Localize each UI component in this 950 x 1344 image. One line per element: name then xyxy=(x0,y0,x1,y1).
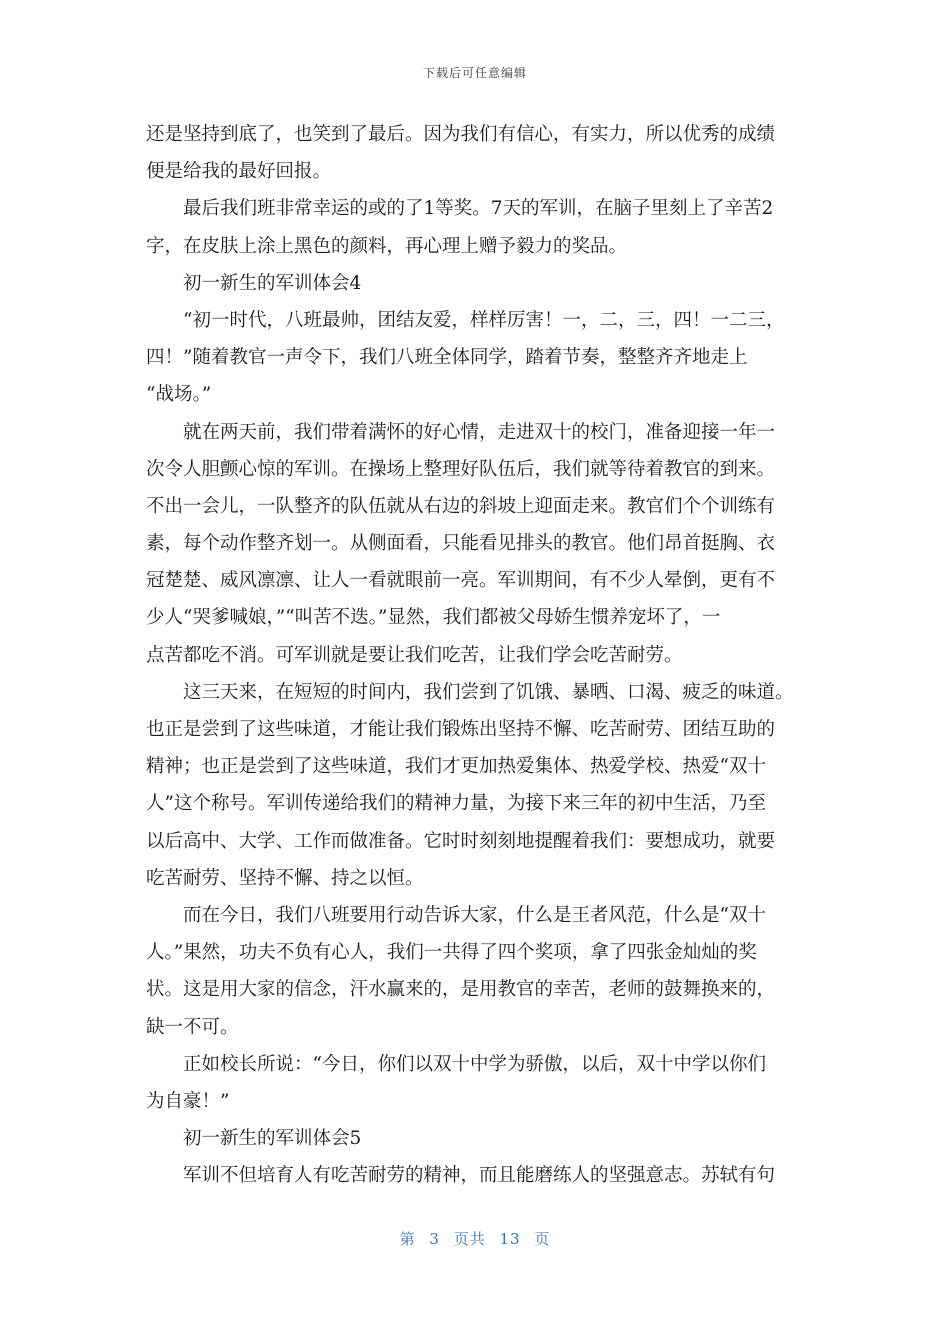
text-line: 四！”随着教官一声令下，我们八班全体同学，踏着节奏，整整齐齐地走上 xyxy=(146,347,748,369)
text-line: 点苦都吃不消。可军训就是要让我们吃苦，让我们学会吃苦耐劳。 xyxy=(146,644,683,666)
text-line: 初一新生的军训体会5 xyxy=(183,1128,362,1150)
text-line: 状。这是用大家的信念，汗水赢来的，是用教官的幸苦，老师的鼓舞换来的， xyxy=(146,979,776,1001)
text-line: 吃苦耐劳、坚持不懈、持之以恒。 xyxy=(146,867,424,889)
text-line: 人。”果然，功夫不负有心人，我们一共得了四个奖项，拿了四张金灿灿的奖 xyxy=(146,942,757,964)
text-line: 就在两天前，我们带着满怀的好心情，走进双十的校门，准备迎接一年一 xyxy=(183,421,776,443)
text-line: 人”这个称号。军训传递给我们的精神力量，为接下来三年的初中生活，乃至 xyxy=(146,793,766,815)
text-line: 军训不但培育人有吃苦耐劳的精神，而且能磨练人的坚强意志。苏轼有句 xyxy=(183,1165,776,1187)
footer-prefix: 第 xyxy=(399,1230,416,1248)
text-line: 精神；也正是尝到了这些味道，我们才更加热爱集体、热爱学校、热爱“双十 xyxy=(146,756,766,778)
text-line: “战场。” xyxy=(146,384,212,406)
text-line: 冠楚楚、威风凛凛、让人一看就眼前一亮。军训期间，有不少人晕倒，更有不 xyxy=(146,570,776,592)
text-line: 而在今日，我们八班要用行动告诉大家，什么是王者风范，什么是“双十 xyxy=(183,904,766,926)
text-line: 最后我们班非常幸运的或的了1等奖。7天的军训，在脑子里刻上了辛苦2 xyxy=(183,198,774,220)
document-body xyxy=(146,116,812,1194)
text-line: 还是坚持到底了，也笑到了最后。因为我们有信心，有实力，所以优秀的成绩 xyxy=(146,124,776,145)
text-line: 也正是尝到了这些味道，才能让我们锻炼出坚持不懈、吃苦耐劳、团结互助的 xyxy=(146,719,776,740)
page-header: 下载后可任意编辑 xyxy=(422,66,527,80)
text-line: 初一新生的军训体会4 xyxy=(183,272,362,294)
text-line: 素，每个动作整齐划一。从侧面看，只能看见排头的教官。他们昂首挺胸、衣 xyxy=(146,533,776,555)
text-line: 字，在皮肤上涂上黑色的颜料，再心理上赠予毅力的奖品。 xyxy=(146,235,628,257)
page-footer xyxy=(0,1228,950,1249)
text-line: “初一时代，八班最帅，团结友爱，样样厉害！一，二，三，四！一二三， xyxy=(183,309,785,331)
footer-current-page: 3 xyxy=(429,1230,440,1248)
text-line: 为自豪！” xyxy=(146,1090,230,1112)
text-line: 次令人胆颤心惊的军训。在操场上整理好队伍后，我们就等待着教官的到来。 xyxy=(146,458,776,480)
footer-mid: 页共 xyxy=(453,1230,486,1248)
text-line: 缺一不可。 xyxy=(146,1016,239,1038)
text-line: 不出一会儿，一队整齐的队伍就从右边的斜坡上迎面走来。教官们个个训练有 xyxy=(146,495,776,517)
text-line: 少人“哭爹喊娘，”“叫苦不迭。”显然，我们都被父母娇生惯养宠坏了，一 xyxy=(146,607,721,629)
text-line: 便是给我的最好回报。 xyxy=(146,161,332,183)
text-line: 这三天来，在短短的时间内，我们尝到了饥饿、暴晒、口渴、疲乏的味道。 xyxy=(183,681,794,703)
text-line: 正如校长所说：“今日，你们以双十中学为骄傲，以后，双十中学以你们 xyxy=(183,1053,766,1075)
footer-total-pages: 13 xyxy=(499,1230,521,1248)
text-line: 以后高中、大学、工作而做准备。它时时刻刻地提醒着我们：要想成功，就要 xyxy=(146,830,776,852)
footer-suffix: 页 xyxy=(534,1230,551,1248)
